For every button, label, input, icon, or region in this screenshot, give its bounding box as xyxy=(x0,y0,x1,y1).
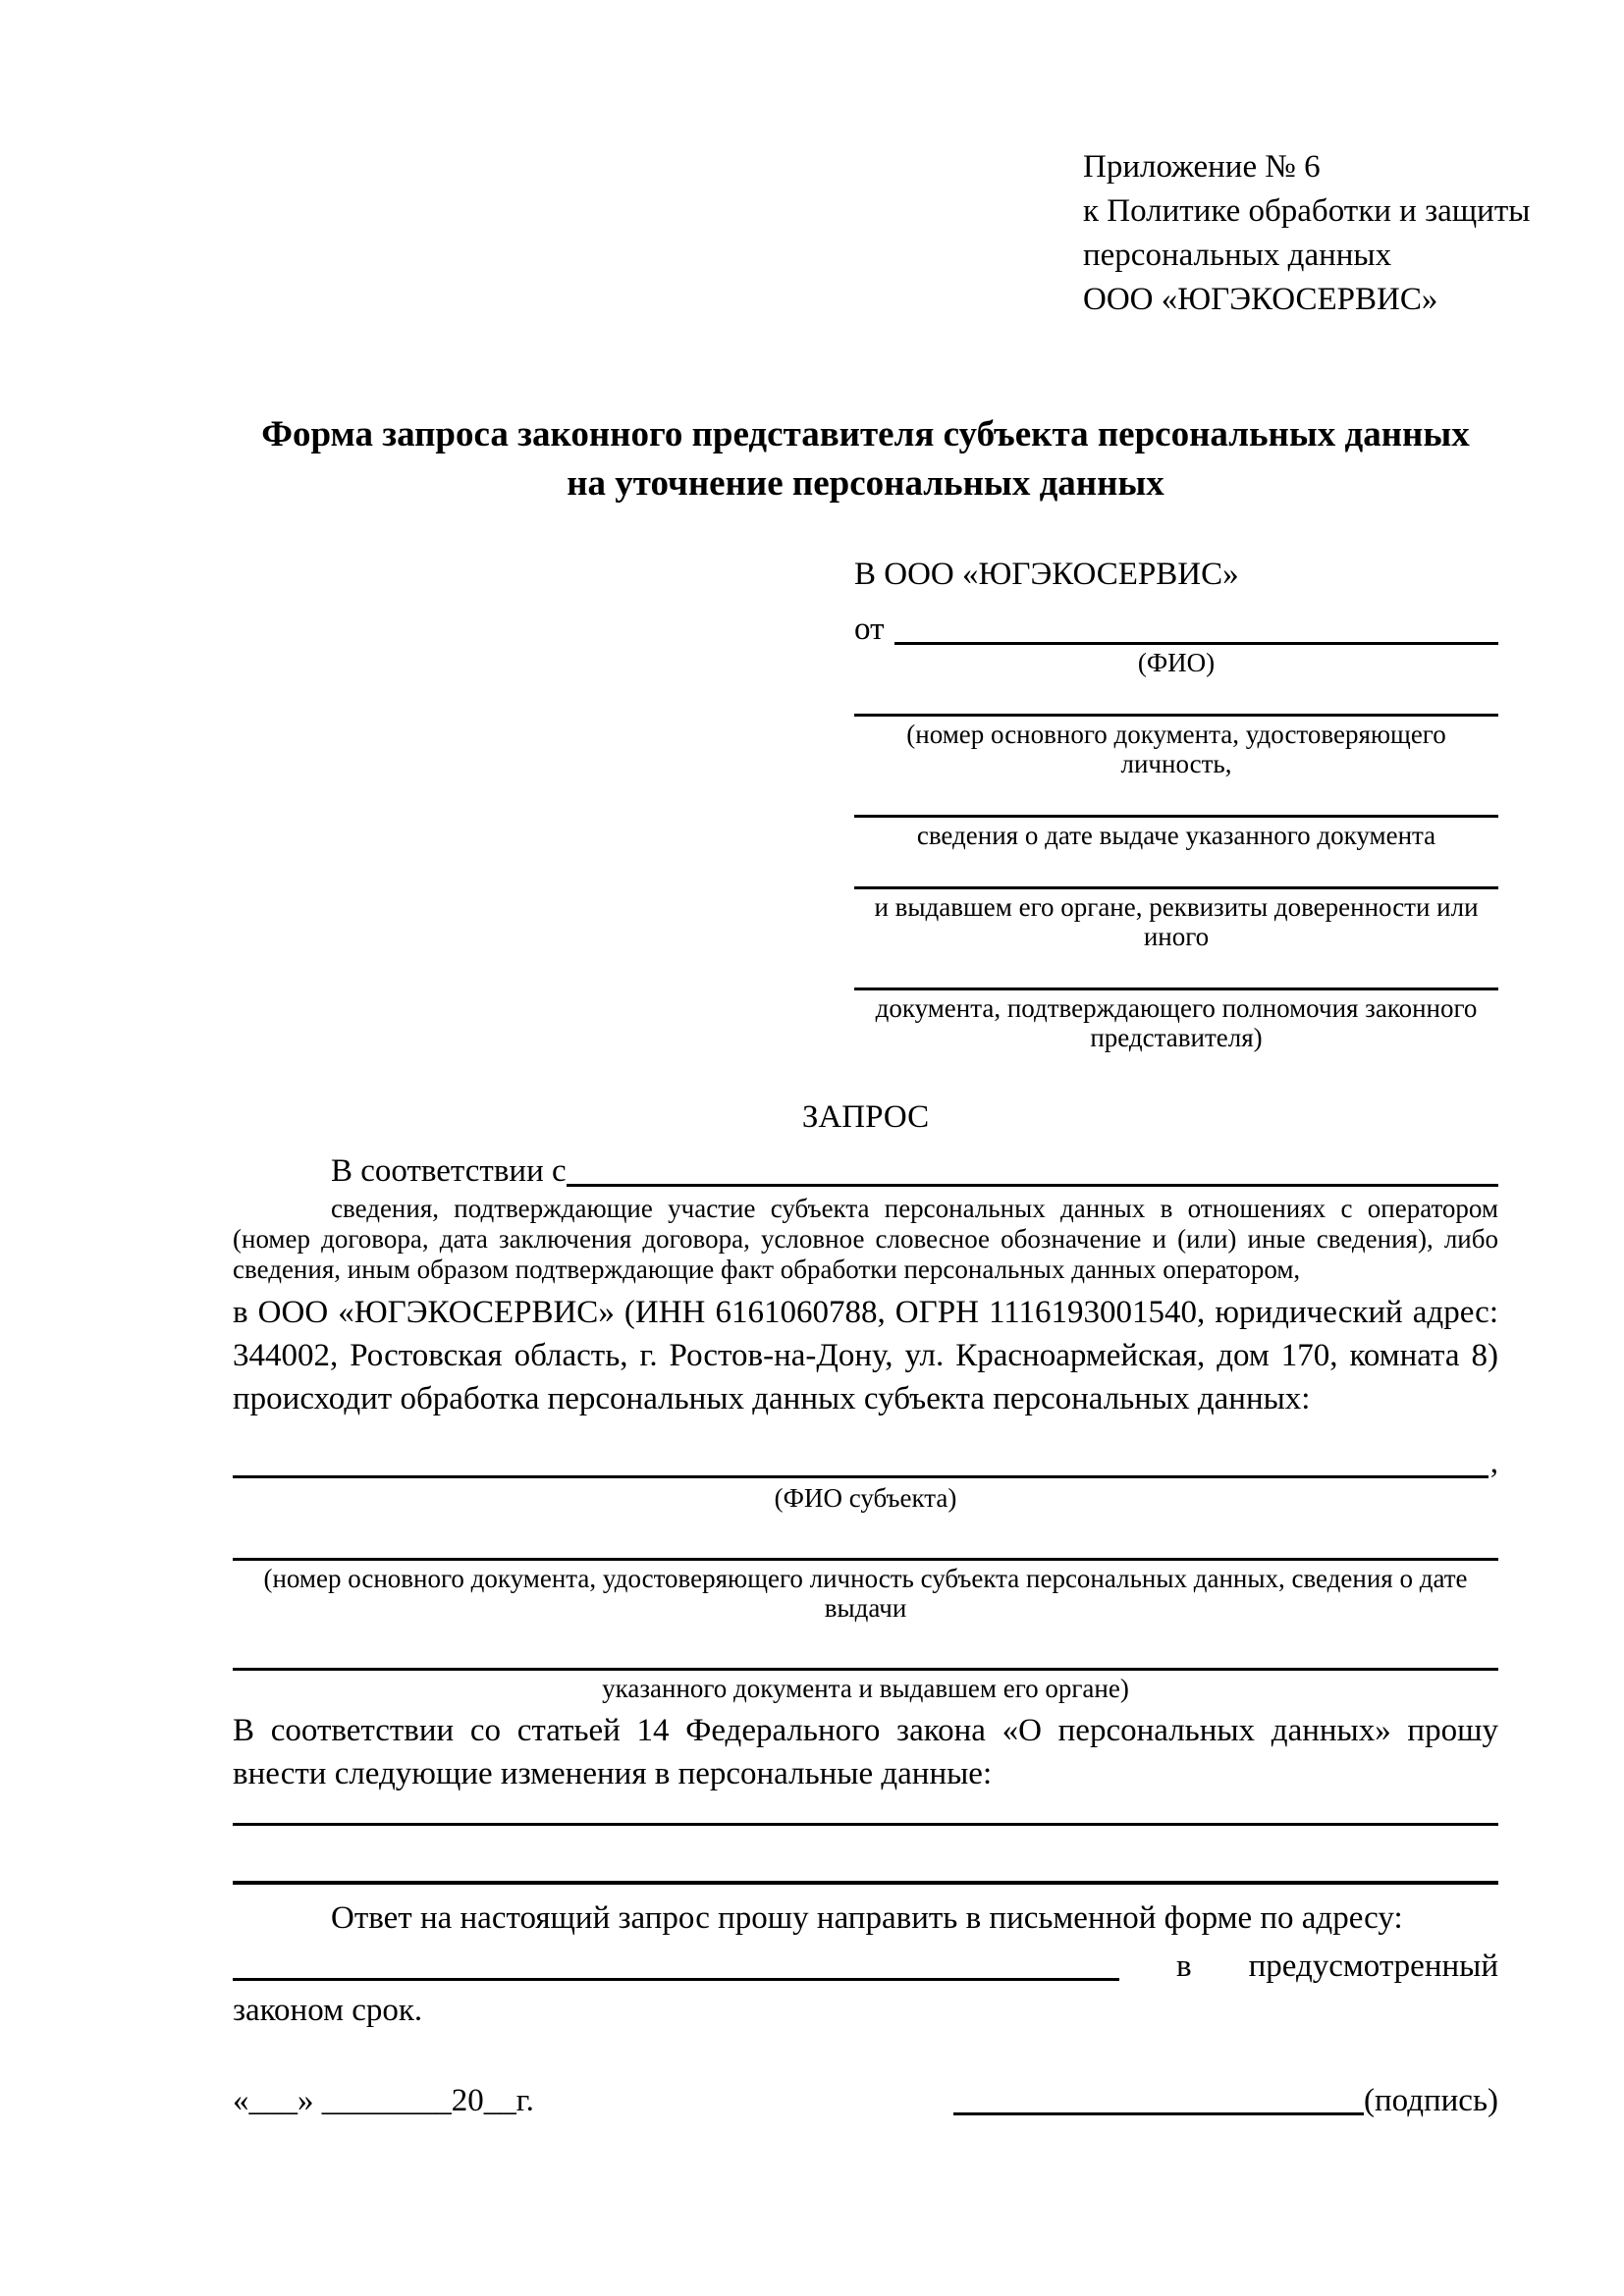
subject-doc-fill-line-1 xyxy=(233,1558,1498,1561)
from-label: от xyxy=(854,612,885,647)
fill-line xyxy=(854,886,1498,889)
law-paragraph: В соответствии со статьей 14 Федерального закона «О персональных данных» прошу внести следующие изменения в персональные данные: xyxy=(233,1713,1498,1791)
date-placeholder: «___» ________20__г. xyxy=(233,2083,534,2118)
subject-doc-fill-line-2 xyxy=(233,1668,1498,1671)
appendix-line-2: к Политике обработки и защиты xyxy=(1083,193,1531,229)
fio-fill-line xyxy=(894,642,1499,645)
response-paragraph: Ответ на настоящий запрос прошу направить в письменной форме по адресу: xyxy=(331,1900,1403,1936)
changes-fill-line-2 xyxy=(233,1881,1498,1885)
subject-fio-caption: (ФИО субъекта) xyxy=(774,1483,957,1513)
operator-paragraph: в ООО «ЮГЭКОСЕРВИС» (ИНН 6161060788, ОГРН 1116193001540, юридический адрес: 344002, Ростовская область, г. Ростов-на-Дону, ул. Красноармейская, дом 170, комната 8) происходит обработка персональных данных субъекта персональных данных: xyxy=(233,1295,1498,1416)
addressee-organization: В ООО «ЮГЭКОСЕРВИС» xyxy=(854,557,1239,592)
representative-doc-field-4 xyxy=(854,988,1498,1052)
appendix-note xyxy=(1083,145,1531,322)
subject-doc-caption-1: (номер основного документа, удостоверяющего личность субъекта персональных данных, сведения о дате выдачи xyxy=(263,1564,1468,1623)
representative-doc-field-1 xyxy=(854,714,1498,778)
response-word-v: в xyxy=(1176,1949,1192,1984)
document-title-line-1: Форма запроса законного представителя субъекта персональных данных xyxy=(261,414,1470,454)
appendix-line-3: персональных данных xyxy=(1083,238,1392,273)
fill-line xyxy=(854,714,1498,717)
signature-fill-line xyxy=(953,2112,1364,2115)
address-fill-line xyxy=(233,1978,1119,1981)
appendix-line-4: ООО «ЮГЭКОСЕРВИС» xyxy=(1083,282,1438,317)
document-title-line-2: на уточнение персональных данных xyxy=(567,463,1164,504)
fio-caption: (ФИО) xyxy=(1137,648,1216,677)
subject-fio-fill-line xyxy=(233,1475,1489,1478)
addressee-block xyxy=(854,554,1498,1052)
fill-line xyxy=(854,815,1498,818)
field-caption: документа, подтверждающего полномочия законного представителя) xyxy=(875,993,1478,1052)
response-word-term: предусмотренный xyxy=(1248,1949,1498,1984)
signature-caption: (подпись) xyxy=(1364,2083,1498,2118)
signature-group xyxy=(953,2083,1498,2119)
field-caption: сведения о дате выдаче указанного документа xyxy=(916,821,1436,850)
field-caption: (номер основного документа, удостоверяющего личность, xyxy=(906,720,1446,778)
document-title xyxy=(233,410,1498,508)
field-caption: и выдавшем его органе, реквизиты доверенности или иного xyxy=(874,892,1479,951)
basis-fill-line xyxy=(567,1184,1498,1187)
signature-row xyxy=(233,2083,1498,2119)
appendix-line-1: Приложение № 6 xyxy=(1083,149,1321,185)
address-fill-row xyxy=(233,1940,1498,1985)
response-closing: законом срок. xyxy=(233,1993,423,2028)
fill-line xyxy=(854,988,1498,990)
from-row xyxy=(854,605,1498,648)
request-heading: ЗАПРОС xyxy=(801,1099,930,1135)
changes-fill-line-1 xyxy=(233,1823,1498,1826)
intro-label: В соответствии с xyxy=(331,1153,567,1189)
representative-doc-field-2 xyxy=(854,815,1498,850)
trailing-comma: , xyxy=(1489,1445,1498,1480)
subject-fio-row xyxy=(233,1442,1498,1481)
subject-doc-caption-2: указанного документа и выдавшем его органе) xyxy=(602,1674,1129,1703)
intro-footnote: сведения, подтверждающие участие субъекта персональных данных в отношениях с оператором (номер договора, дата заключения договора, условное словесное обозначение и (или) иные сведения), либо сведения, иным образом подтверждающие факт обработки персональных данных оператором, xyxy=(233,1194,1498,1284)
request-intro-row xyxy=(233,1147,1498,1190)
representative-doc-field-3 xyxy=(854,886,1498,951)
